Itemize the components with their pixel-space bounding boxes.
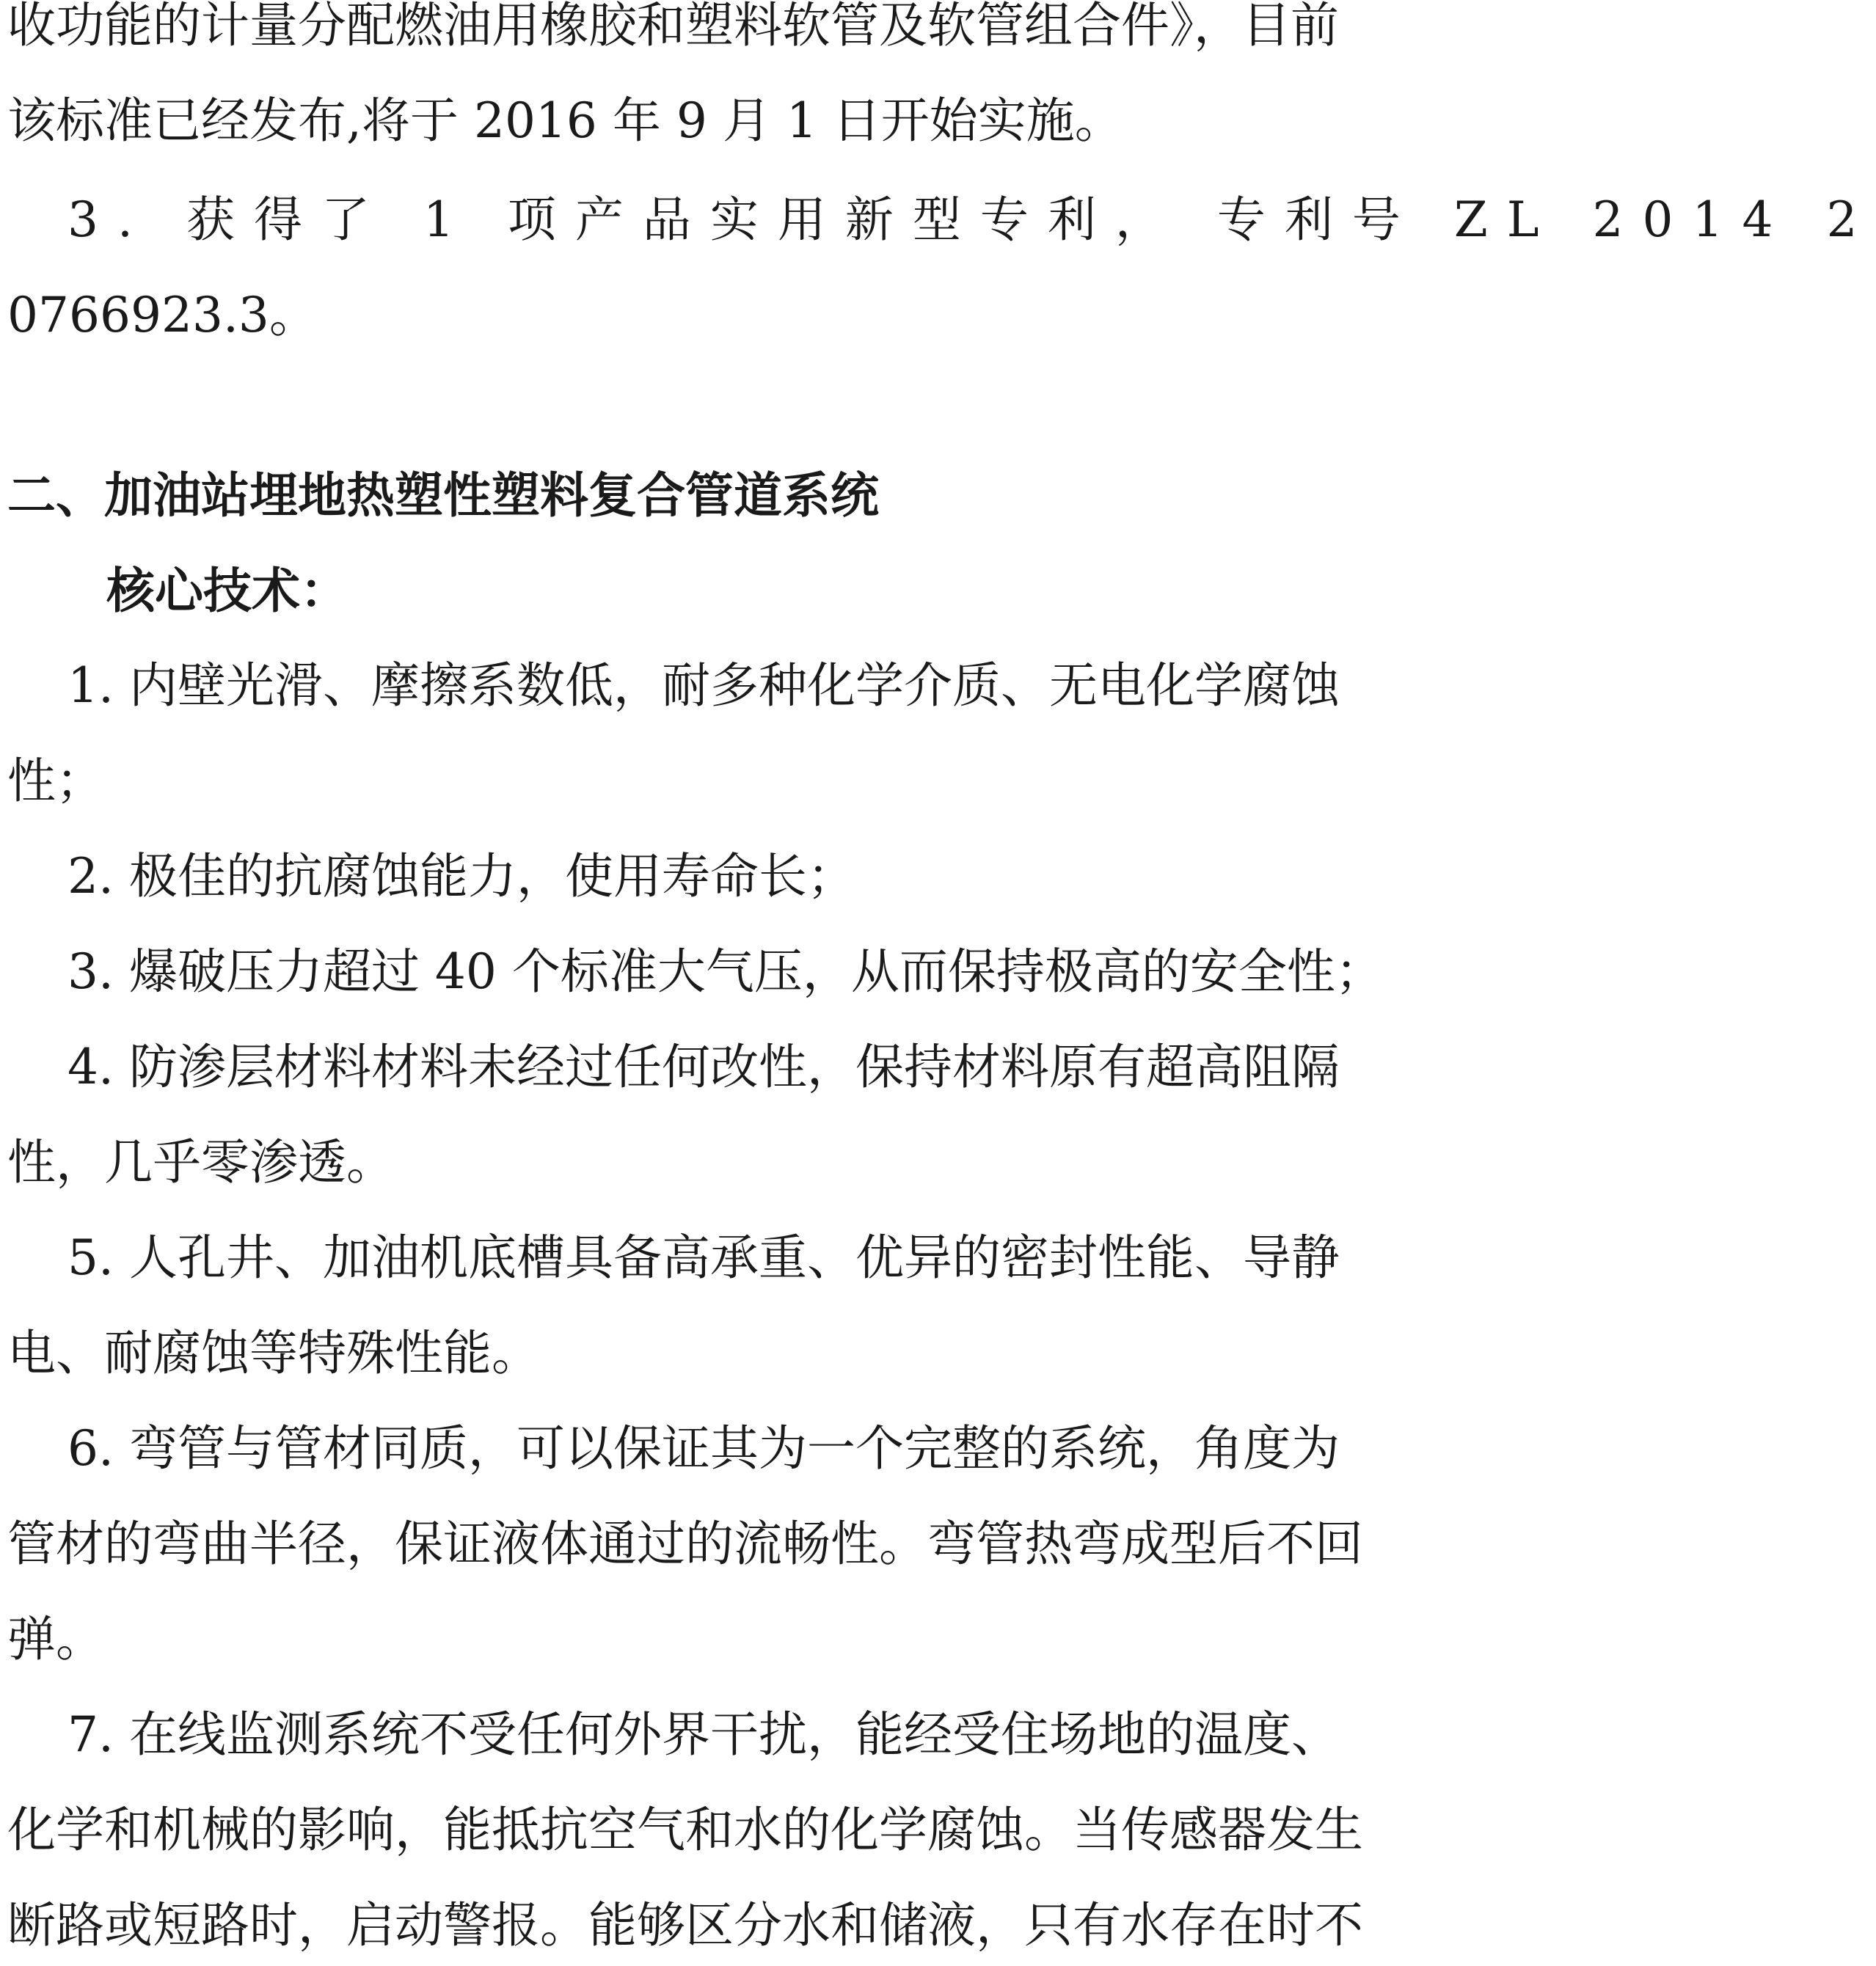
paragraph-line: 管材的弯曲半径，保证液体通过的流畅性。弯管热弯成型后不回 xyxy=(7,1516,1363,1572)
paragraph-line: 性，几乎零渗透。 xyxy=(7,1134,395,1191)
list-item-1: 1. 内壁光滑、摩擦系数低，耐多种化学介质、无电化学腐蚀 xyxy=(67,657,1340,714)
list-item-5: 5. 人孔井、加油机底槽具备高承重、优异的密封性能、导静 xyxy=(67,1229,1340,1286)
list-item-6: 6. 弯管与管材同质，可以保证其为一个完整的系统，角度为 xyxy=(67,1420,1340,1477)
paragraph-line: 断路或短路时，启动警报。能够区分水和储液，只有水存在时不 xyxy=(7,1897,1363,1954)
paragraph-line: 0766923.3。 xyxy=(7,287,318,343)
paragraph-line: 性； xyxy=(7,753,104,809)
section-heading: 二、加油站埋地热塑性塑料复合管道系统 xyxy=(7,467,879,524)
paragraph-line: 弹。 xyxy=(7,1611,104,1667)
list-item-3-patent: 3. 获得了 1 项产品实用新型专利， 专利号 ZL 2014 2 xyxy=(67,191,1876,248)
list-item-2: 2. 极佳的抗腐蚀能力，使用寿命长； xyxy=(67,848,855,905)
subheading-core-technology: 核心技术： xyxy=(106,562,348,619)
list-item-3: 3. 爆破压力超过 40 个标准大气压，从而保持极高的安全性； xyxy=(67,943,1384,1000)
paragraph-line: 该标准已经发布,将于 2016 年 9 月 1 日开始实施。 xyxy=(7,92,1123,149)
list-item-7: 7. 在线监测系统不受任何外界干扰，能经受住场地的温度、 xyxy=(67,1706,1340,1763)
paragraph-line: 电、耐腐蚀等特殊性能。 xyxy=(7,1325,540,1381)
list-item-4: 4. 防渗层材料材料未经过任何改性，保持材料原有超高阻隔 xyxy=(67,1039,1340,1095)
paragraph-line: 化学和机械的影响，能抵抗空气和水的化学腐蚀。当传感器发生 xyxy=(7,1802,1363,1858)
paragraph-line: 收功能的计量分配燃油用橡胶和塑料软管及软管组合件》，目前 xyxy=(7,0,1339,54)
